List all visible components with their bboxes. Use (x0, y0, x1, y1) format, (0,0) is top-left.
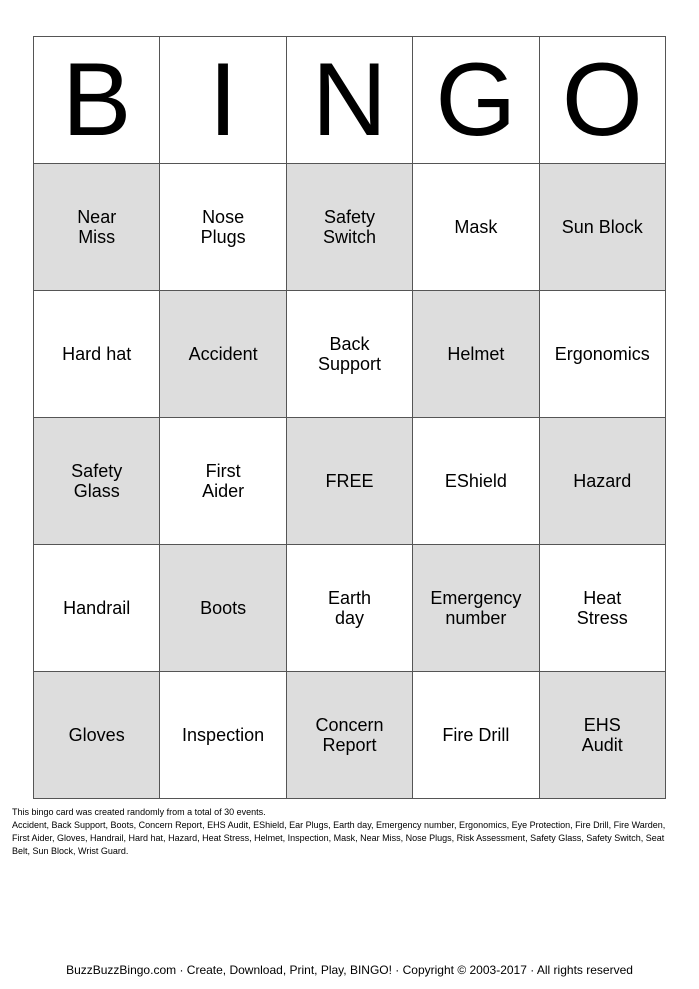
bingo-cell: Accident (160, 291, 286, 418)
bingo-card (33, 36, 666, 799)
header-letter-o: O (539, 37, 665, 164)
bingo-cell: Fire Drill (413, 672, 539, 799)
bingo-cell: Inspection (160, 672, 286, 799)
bingo-cell: Earth day (286, 545, 412, 672)
header-letter-b: B (34, 37, 160, 164)
free-space-cell: FREE (286, 418, 412, 545)
card-note (12, 806, 682, 858)
bingo-cell: Mask (413, 164, 539, 291)
bingo-cell: First Aider (160, 418, 286, 545)
bingo-cell: Sun Block (539, 164, 665, 291)
bingo-cell: Hazard (539, 418, 665, 545)
bingo-cell: Gloves (34, 672, 160, 799)
bingo-cell: Near Miss (34, 164, 160, 291)
bingo-cell: Ergonomics (539, 291, 665, 418)
header-letter-n: N (286, 37, 412, 164)
bingo-cell: Safety Glass (34, 418, 160, 545)
bingo-row-1 (34, 164, 666, 291)
bingo-cell: Heat Stress (539, 545, 665, 672)
bingo-header-row (34, 37, 666, 164)
bingo-row-5 (34, 672, 666, 799)
bingo-cell: Helmet (413, 291, 539, 418)
bingo-cell: Nose Plugs (160, 164, 286, 291)
header-letter-g: G (413, 37, 539, 164)
bingo-row-3 (34, 418, 666, 545)
header-letter-i: I (160, 37, 286, 164)
footer: BuzzBuzzBingo.com · Create, Download, Print, Play, BINGO! · Copyright © 2003-2017 · All rights reserved (66, 963, 633, 977)
bingo-cell: Concern Report (286, 672, 412, 799)
bingo-row-2 (34, 291, 666, 418)
bingo-cell: Boots (160, 545, 286, 672)
bingo-cell: Safety Switch (286, 164, 412, 291)
bingo-cell: Hard hat (34, 291, 160, 418)
bingo-cell: Back Support (286, 291, 412, 418)
bingo-cell: EShield (413, 418, 539, 545)
bingo-cell: EHS Audit (539, 672, 665, 799)
card-note-events: Accident, Back Support, Boots, Concern Report, EHS Audit, EShield, Ear Plugs, Earth day, Emergency number, Ergonomics, Eye Protection, Fire Drill, Fire Warden, First Aider, Gloves, Handrail, Hard hat, Hazard, Heat Stress, Helmet, Inspection, Mask, Near Miss, Nose Plugs, Risk Assessment, Safety Glass, Safety Switch, Seat Belt, Sun Block, Wrist Guard. (12, 820, 666, 856)
bingo-cell: Handrail (34, 545, 160, 672)
bingo-cell: Emergency number (413, 545, 539, 672)
card-note-summary: This bingo card was created randomly from a total of 30 events. (12, 807, 266, 817)
bingo-row-4 (34, 545, 666, 672)
